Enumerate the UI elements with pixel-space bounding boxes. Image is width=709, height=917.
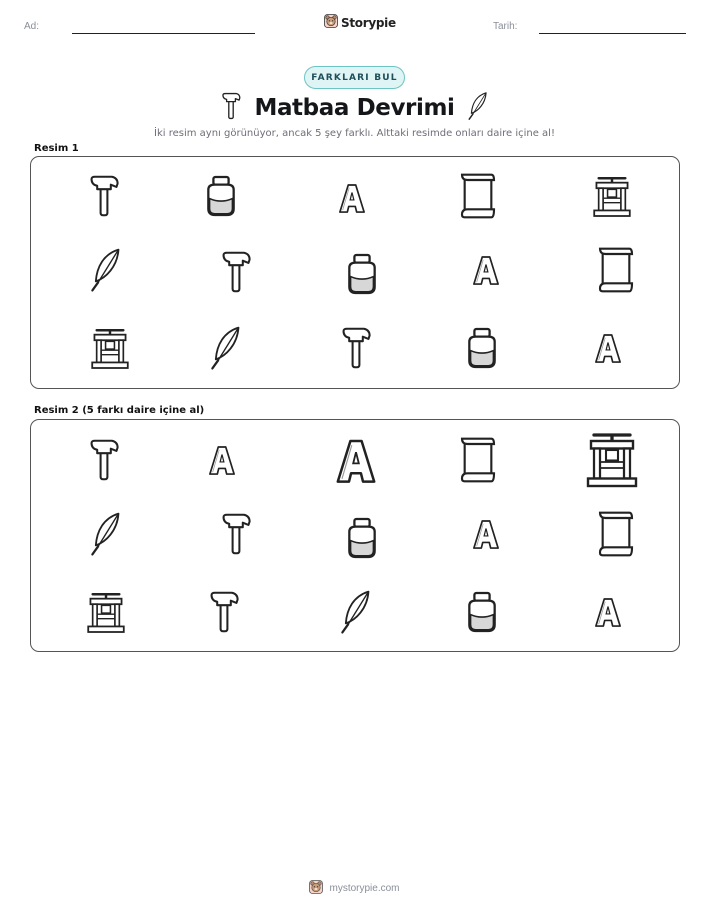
picture-2-label: Resim 2 (5 farkı daire içine al): [34, 405, 205, 416]
ink-jar-icon[interactable]: [456, 322, 508, 374]
letter-a-icon[interactable]: [326, 430, 386, 494]
quill-icon[interactable]: [330, 586, 382, 638]
scroll-icon[interactable]: [590, 244, 642, 296]
bear-logo-icon: [309, 879, 323, 898]
letter-a-icon[interactable]: [328, 174, 376, 224]
storypie-logo: [324, 13, 396, 32]
printing-press-icon[interactable]: [584, 170, 640, 222]
page-title: Matbaa Devrimi: [254, 95, 455, 121]
name-line[interactable]: [72, 33, 255, 34]
ink-jar-icon[interactable]: [456, 586, 508, 638]
scroll-icon[interactable]: [590, 508, 642, 560]
letter-a-icon[interactable]: [584, 588, 632, 638]
scroll-icon[interactable]: [452, 170, 504, 222]
instructions: İki resim aynı görünüyor, ancak 5 şey farklı. Alttaki resimde onları daire içine al!: [154, 128, 555, 139]
brand-name: Storypie: [341, 15, 396, 30]
hammer-icon[interactable]: [330, 322, 382, 374]
quill-icon[interactable]: [80, 244, 132, 296]
date-label: Tarih:: [493, 21, 518, 32]
hammer-icon: [220, 91, 242, 125]
ink-jar-icon[interactable]: [336, 512, 388, 564]
quill-icon[interactable]: [200, 322, 252, 374]
hammer-icon[interactable]: [78, 170, 130, 222]
letter-a-icon[interactable]: [584, 324, 632, 374]
letter-a-icon[interactable]: [462, 510, 510, 560]
date-line[interactable]: [539, 33, 686, 34]
title-row: [0, 92, 709, 124]
scroll-icon[interactable]: [452, 434, 504, 486]
letter-a-icon[interactable]: [198, 436, 246, 486]
printing-press-icon[interactable]: [84, 322, 136, 374]
printing-press-icon[interactable]: [580, 426, 644, 492]
ink-jar-icon[interactable]: [336, 248, 388, 300]
quill-icon: [467, 91, 489, 125]
hammer-icon[interactable]: [210, 246, 262, 298]
hammer-icon[interactable]: [78, 434, 130, 486]
quill-icon[interactable]: [80, 508, 132, 560]
printing-press-icon[interactable]: [80, 586, 132, 638]
picture-1-label: Resim 1: [34, 143, 79, 154]
letter-a-icon[interactable]: [462, 246, 510, 296]
name-label: Ad:: [24, 21, 40, 32]
hammer-icon[interactable]: [198, 586, 250, 638]
activity-badge: FARKLARI BUL: [304, 66, 405, 89]
footer: [0, 879, 709, 898]
ink-jar-icon[interactable]: [195, 170, 247, 222]
hammer-icon[interactable]: [210, 508, 262, 560]
footer-link[interactable]: mystorypie.com: [329, 883, 400, 894]
bear-logo-icon: [324, 13, 338, 32]
